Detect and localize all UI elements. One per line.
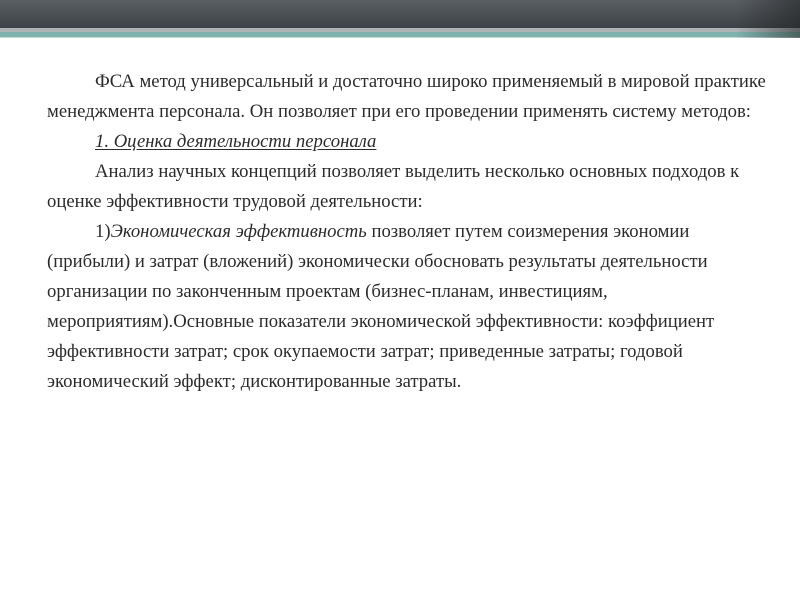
section-heading bbox=[47, 127, 767, 157]
header-band bbox=[0, 0, 800, 28]
item-number: 1) bbox=[95, 221, 111, 242]
analysis-paragraph: Анализ научных концепций позволяет выделить несколько основных подходов к оценке эффективности трудовой деятельности: bbox=[47, 161, 740, 212]
economic-efficiency-text: позволяет путем соизмерения экономии (прибыли) и затрат (вложений) экономически обосновать результаты деятельности организации по законченным проектам (бизнес-планам, инвестициям, мероприятиям).Основные показатели экономической эффективности: коэффициент эффективности затрат; срок окупаемости затрат; приведенные затраты; годовой экономический эффект; дисконтированные затраты. bbox=[47, 221, 715, 392]
slide-body bbox=[47, 67, 767, 397]
header-corner-shadow bbox=[736, 0, 800, 38]
intro-paragraph: ФСА метод универсальный и достаточно широко применяемый в мировой практике менеджмента персонала. Он позволяет при его проведении применять систему методов: bbox=[47, 71, 766, 122]
section-heading-text: 1. Оценка деятельности персонала bbox=[95, 131, 377, 152]
header-stripe-line bbox=[0, 37, 800, 38]
economic-efficiency-paragraph bbox=[47, 217, 767, 397]
economic-efficiency-term: Экономическая эффективность bbox=[110, 221, 367, 242]
